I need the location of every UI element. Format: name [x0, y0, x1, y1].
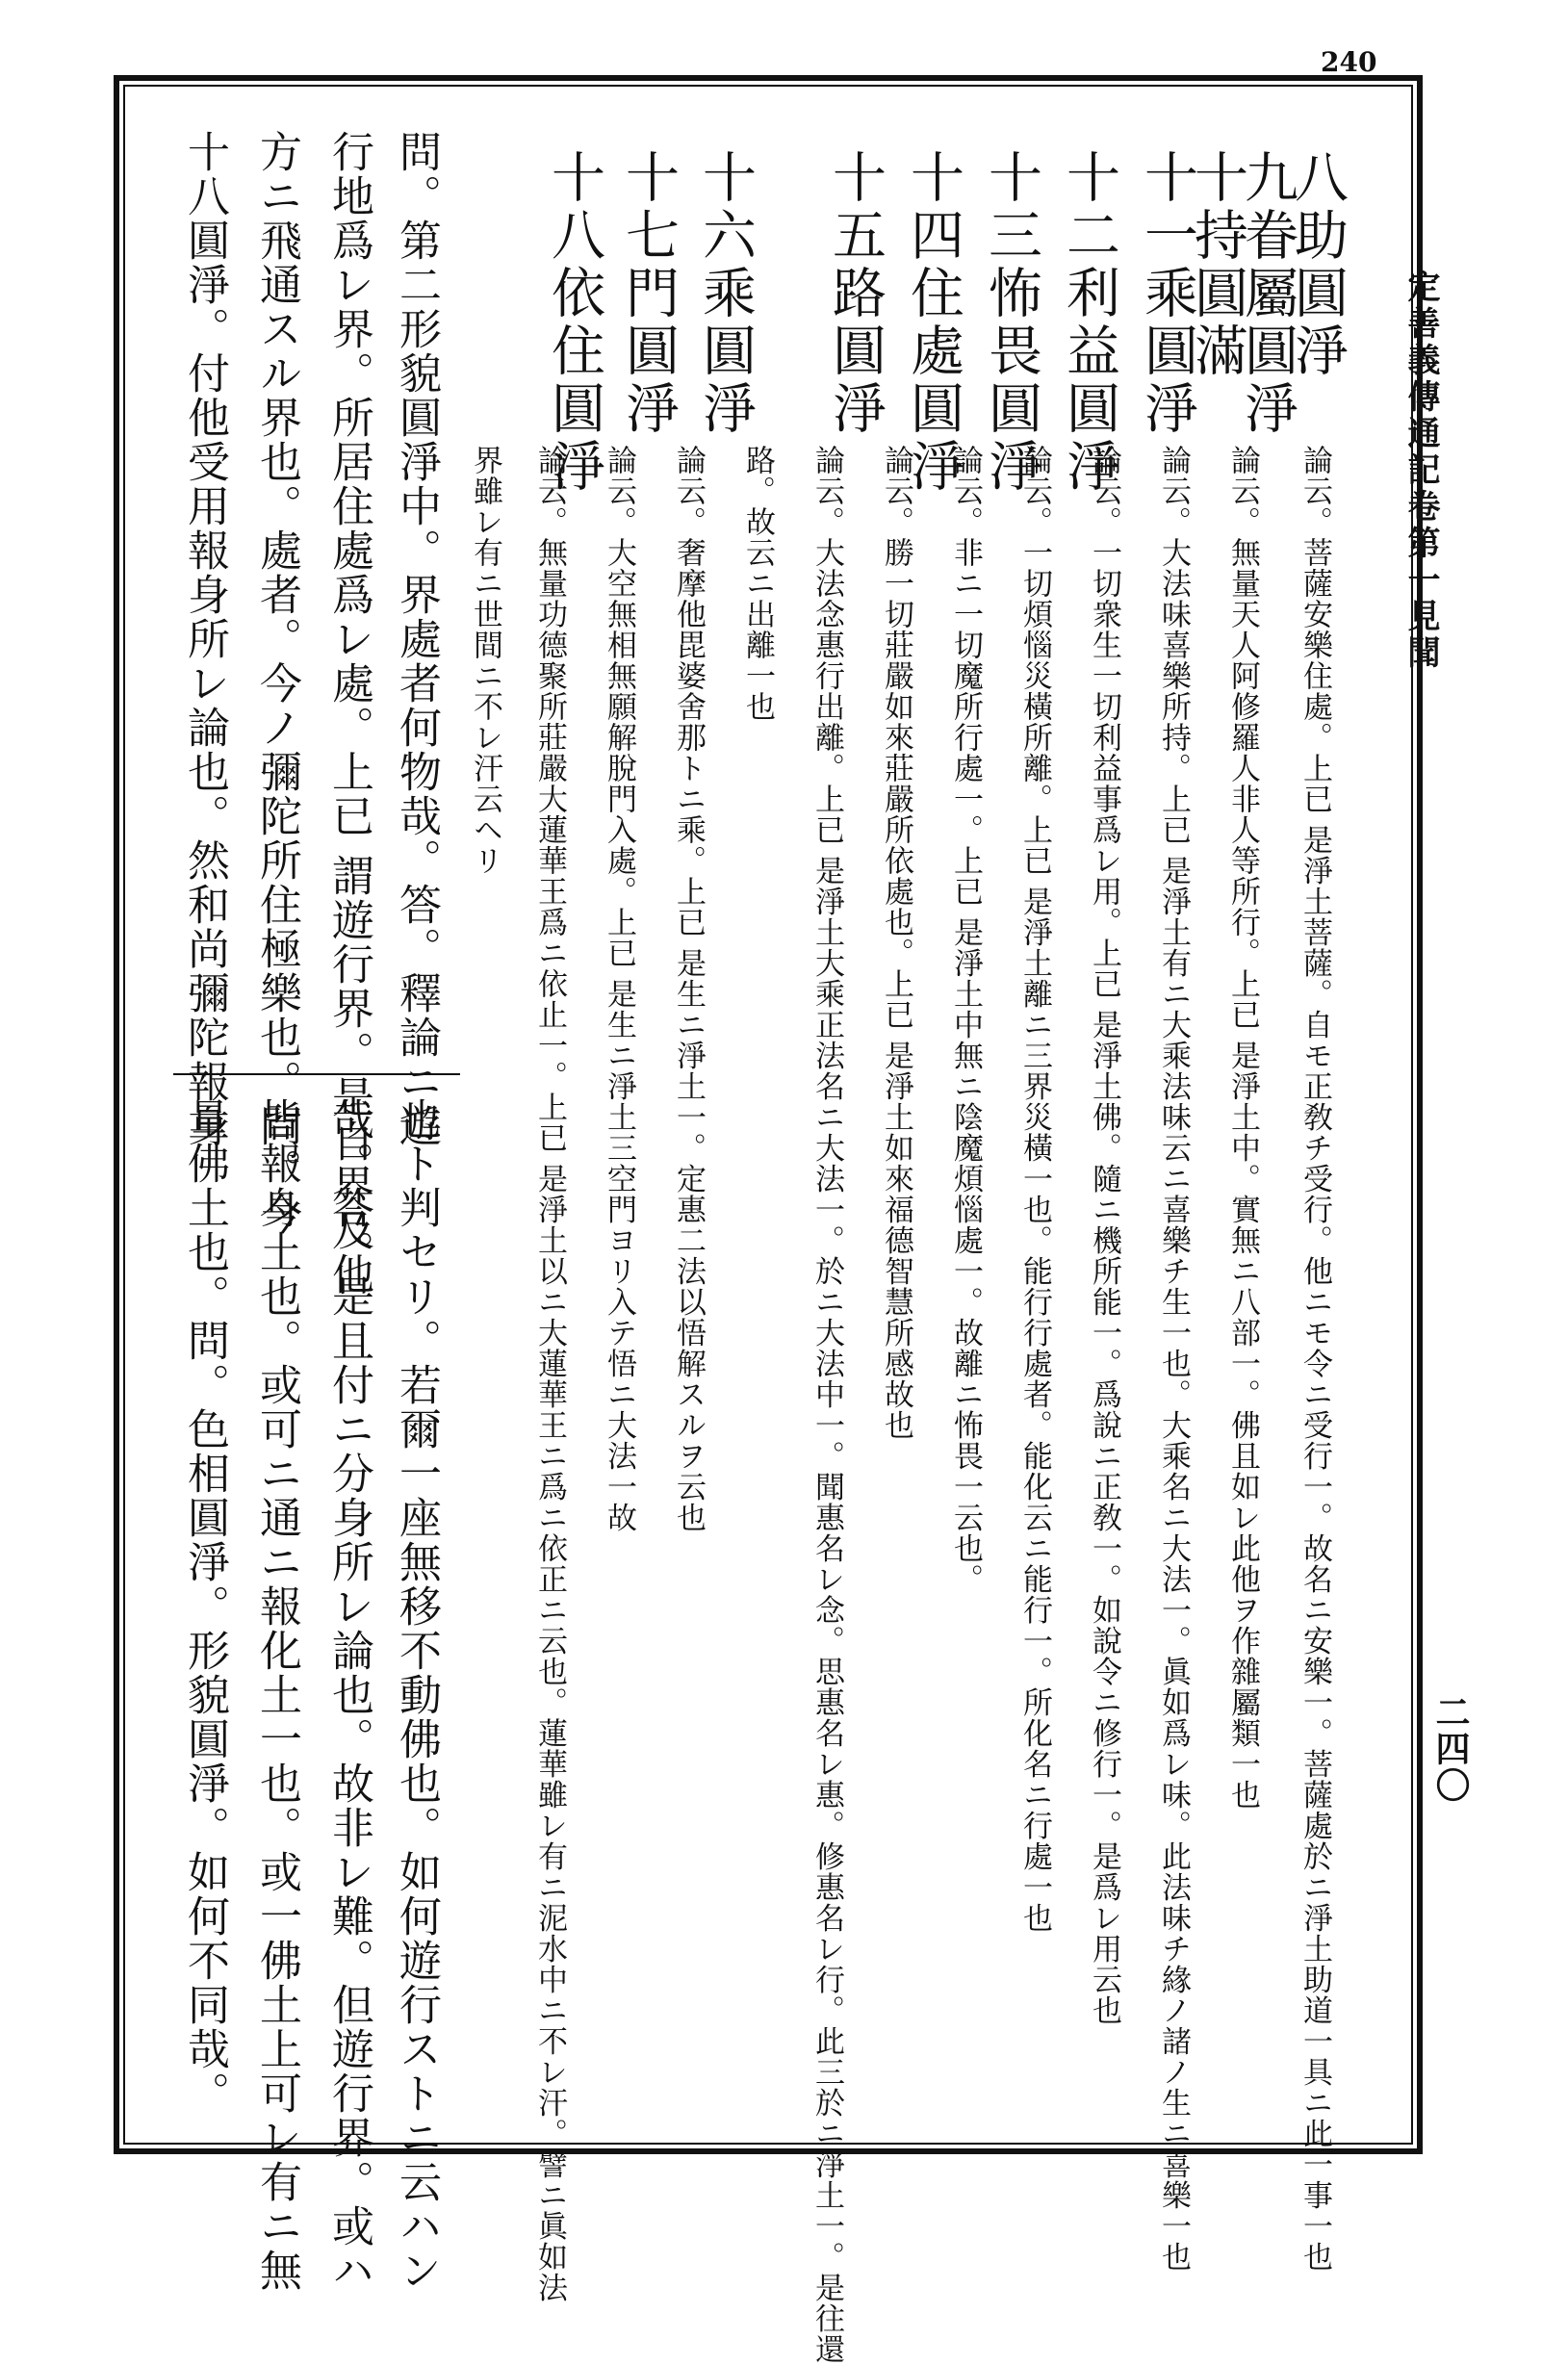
heading-column: 十七門圓淨 [617, 149, 680, 438]
body-text-column: 方ニ飛通スル界也。處者。今ノ彌陀所住極樂也。問。今 [252, 130, 301, 1237]
commentary-column: 論云。非ニ一切魔所行處一。上已 是淨土中無ニ陰魔煩惱處一。故離ニ怖畏一云也。 [948, 445, 983, 1595]
heading-column: 十五路圓淨 [824, 149, 887, 438]
heading-column: 十三怖畏圓淨 [980, 149, 1042, 496]
commentary-column: 論云。大法念惠行出離。上已 是淨土大乘正法名ニ大法一。於ニ大法中一。聞惠名レ念。思惠名レ惠。修惠名レ行。此三於ニ淨土一。是往還 [810, 445, 844, 2365]
commentary-column: 論云。無量功德聚所莊嚴大蓮華王爲ニ依止一。上已 是淨土以ニ大蓮華王ニ爲ニ依正ニ云也。蓮華雖レ有ニ泥水中ニ不レ汗。譬ニ眞如法 [532, 445, 567, 2303]
heading-column: 十六乘圓淨 [694, 149, 757, 438]
heading-column: 十二利益圓淨 [1058, 149, 1120, 496]
heading-column: 十持圓滿 [1186, 149, 1248, 380]
heading-column: 十一乘圓淨 [1136, 149, 1198, 438]
page-number: 240 [1321, 46, 1377, 78]
body-text-column: 十八圓淨。付他受用報身所レ論也。然和尚彌陀報身 [180, 130, 229, 1148]
heading-column: 九眷屬圓淨 [1236, 149, 1298, 438]
commentary-column: 論云。大空無相無願解脫門入處。上已 是生ニ淨土三空門ヨリ入テ悟ニ大法一故 [602, 445, 636, 1533]
body-text-column: 量佛土也。問。色相圓淨。形貌圓淨。如何不同哉。 [180, 1097, 229, 2116]
commentary-column: 論云。奢摩他毘婆舍那トニ乘。上已 是生ニ淨土一。定惠二法以悟解スルヲ云也 [671, 445, 706, 1533]
body-text-column: 也ト判セリ。若爾一座無移不動佛也。如何遊行ストニ云ハン [392, 1097, 441, 2293]
body-text-column: 哉。答。是且付ニ分身所レ論也。故非レ難。但遊行界。或ハ [324, 1097, 373, 2293]
commentary-column: 界雖レ有ニ世間ニ不レ汗云ヘリ [468, 445, 502, 876]
heading-column: 十四住處圓淨 [902, 149, 964, 496]
commentary-column: 論云。勝一切莊嚴如來莊嚴所依處也。上已 是淨土如來福德智慧所感故也 [879, 445, 913, 1441]
kanji-page-number: 二四〇 [1430, 1694, 1471, 1804]
commentary-column: 論云。菩薩安樂住處。上已 是淨土菩薩。自モ正敎チ受行。他ニモ令ニ受行一。故名ニ安樂一。菩薩處於ニ淨土助道一具ニ此一事一也 [1298, 445, 1332, 2273]
commentary-column: 路。故云ニ出離一也 [740, 445, 775, 722]
body-text-column: 行地爲レ界。所居住處爲レ處。上已 謂遊行界。是自界及他 [324, 130, 373, 1297]
heading-column: 八助圓淨 [1286, 149, 1349, 380]
inner-frame-border [123, 85, 1413, 2145]
commentary-column: 論云。無量天人阿修羅人非人等所行。上已 是淨土中。實無ニ八部一。佛且如レ此他ヲ作雜屬類一也 [1225, 445, 1260, 1811]
commentary-column: 論云。大法味喜樂所持。上已 是淨土有ニ大乘法味云ニ喜樂チ生一也。大乘名ニ大法一。眞如爲レ味。此法味チ緣ノ諸ノ生ニ喜樂一也 [1156, 445, 1191, 2273]
commentary-column: 論云。一切衆生一切利益事爲レ用。上已 是淨土佛。隨ニ機所能一。爲說ニ正敎一。如說令ニ修行一。是爲レ用云也 [1087, 445, 1121, 2026]
running-header: 定善義傳通記卷第一見聞 [1401, 270, 1440, 672]
commentary-column: 論云。一切煩惱災橫所離。上已 是淨土離ニ三界災橫一也。能行行處者。能化云ニ能行一。所化名ニ行處一也 [1017, 445, 1052, 1934]
body-text-column: 問。第二形貌圓淨中。界處者何物哉。答。釋論ニ遊 [392, 130, 441, 1148]
body-text-column: 皆報身土也。或可ニ通ニ報化土一也。或一佛土上可レ有ニ無 [252, 1097, 301, 2293]
heading-column: 十八依住圓淨 [543, 149, 605, 496]
